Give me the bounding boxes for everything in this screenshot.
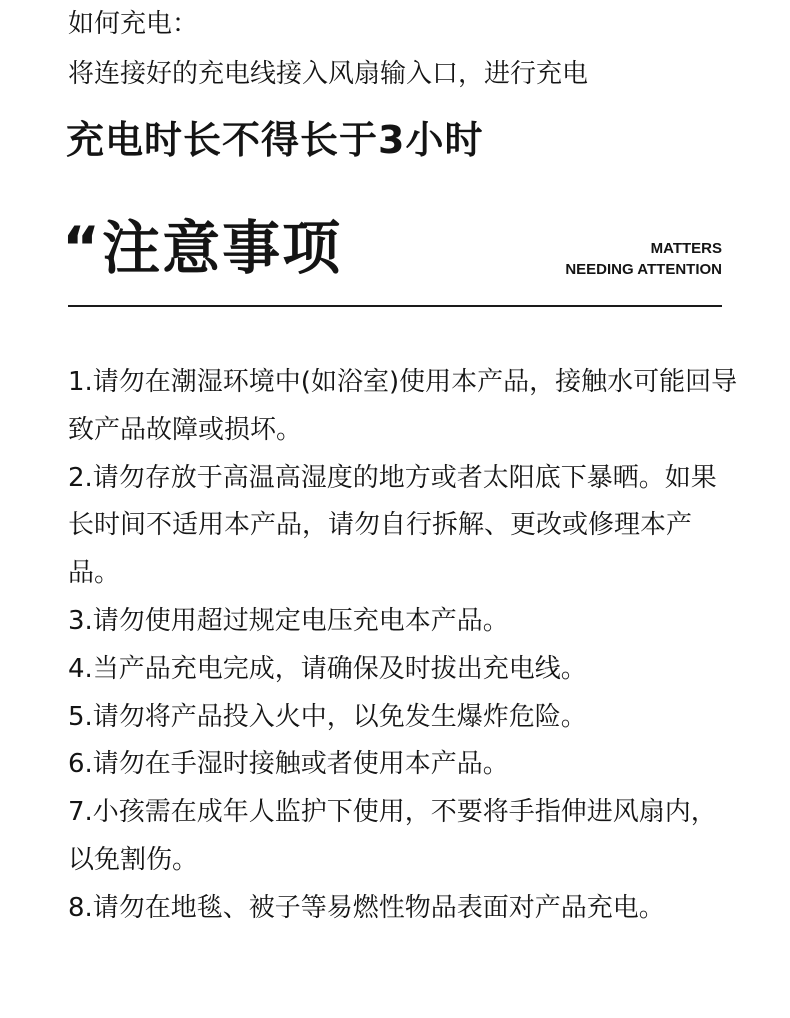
charging-heading: 如何充电： — [68, 9, 199, 39]
precautions-list — [68, 359, 738, 933]
charging-time-warning: 充电时长不得长于3小时 — [66, 118, 484, 162]
precaution-item: 1.请勿在潮湿环境中(如浴室)使用本产品，接触水可能回导致产品故障或损坏。 — [68, 367, 738, 445]
precaution-item: 5.请勿将产品投入火中，以免发生爆炸危险。 — [68, 701, 587, 732]
precaution-item: 8.请勿在地毯、被子等易燃性物品表面对产品充电。 — [68, 892, 665, 923]
precaution-item: 4.当产品充电完成，请确保及时拔出充电线。 — [68, 653, 587, 684]
precaution-item: 3.请勿使用超过规定电压充电本产品。 — [68, 605, 509, 636]
section-title: “注意事项 — [62, 214, 343, 282]
precaution-item: 6.请勿在手湿时接触或者使用本产品。 — [68, 749, 509, 780]
section-subtitle-line1: MATTERS — [650, 240, 722, 257]
section-subtitle-line2: NEEDING ATTENTION — [565, 261, 722, 278]
precaution-item: 2.请勿存放于高温高湿度的地方或者太阳底下暴晒。如果长时间不适用本产品，请勿自行拆解、更改或修理本产品。 — [68, 462, 717, 589]
charging-instruction: 将连接好的充电线接入风扇输入口，进行充电 — [68, 59, 589, 89]
precaution-item: 7.小孩需在成年人监护下使用，不要将手指伸进风扇内，以免割伤。 — [68, 797, 717, 875]
section-subtitle — [565, 238, 722, 280]
section-divider — [68, 305, 722, 307]
